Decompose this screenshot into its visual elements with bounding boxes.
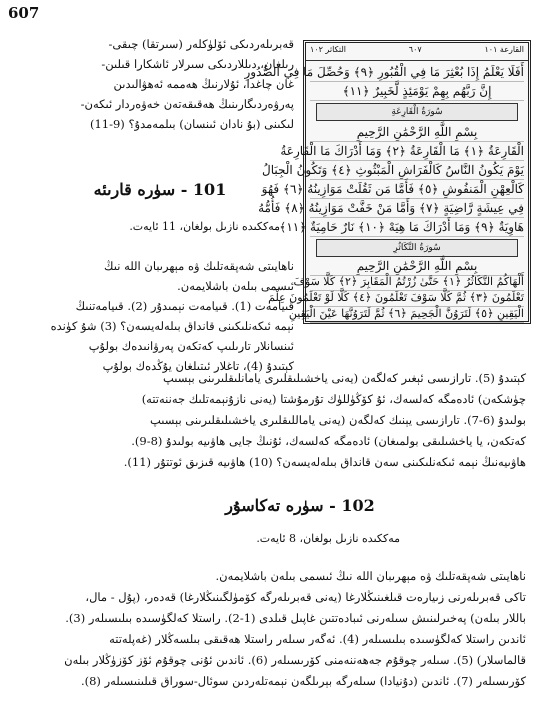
header-center: ٦٠٧ (408, 45, 422, 54)
text-line: پەرۋەردىگارىنىڭ ھەقىقەتەن خەۋەردار ئىكەن- (80, 97, 294, 111)
quran-panel-header (306, 45, 528, 61)
quran-text-panel (244, 40, 531, 324)
text-line: بولىدۇ (6-7). تارازىسى يېنىك كەلگەن (يەنى ياماللىقلىرى ياخشىلىقلىرىنى بېسىپ (149, 413, 526, 427)
text-line: كەتكەن، يا ياخشىلىقى بولمىغان) ئادەمگە كەلسەك، ئۇنىڭ جايى ھاۋىيە بولىدۇ (8-9). (131, 434, 526, 448)
surah-101-frame-title: سُورَةُ الْقَارِعَةِ (316, 103, 518, 121)
text-line: ناھايىتى شەپقەتلىك ۋە مېھرىبان اللە نىڭ (104, 259, 294, 273)
quran-line: يَوْمَ يَكُونُ النَّاسُ كَالْفَرَاشِ الْمَبْثُوثِ ﴿٤﴾ وَتَكُونُ الْجِبَالُ (310, 161, 524, 180)
text-line: قىيامەت (1). قىيامەت نېمىدۇر (2). قىيامەتنىڭ (75, 299, 294, 313)
quran-line: تَعْلَمُونَ ﴿٣﴾ ثُمَّ كَلَّا سَوْفَ تَعْلَمُونَ ﴿٤﴾ كَلَّا لَوْ تَعْلَمُونَ عِلْمَ (310, 290, 524, 307)
text-line: ئىسمى بىلەن باشلايمەن. (177, 279, 294, 293)
quran-line: الْيَقِينِ ﴿٥﴾ لَتَرَوُنَّ الْجَحِيمَ ﴿٦﴾ ثُمَّ لَتَرَوُنَّهَا عَيْنَ الْيَقِينِ (310, 306, 524, 323)
quran-line: أَفَلَا يَعْلَمُ إِذَا بُعْثِرَ مَا فِي الْقُبُورِ ﴿٩﴾ وَحُصِّلَ مَا فِي الصُّدُورِ (310, 63, 524, 82)
surah-101-subtitle: مەككىدە نازىل بولغان، 11 ئايەت. (129, 220, 280, 233)
text-line: قالماسلار) (5). سىلەر چوقۇم جەھەننەمنى كۆرىسىلەر (6). ئاندىن ئۇنى چوقۇم ئۆز كۆزۈڭلار بىلەن (64, 653, 526, 667)
text-line: نېمە ئىكەنلىكىنى قانداق بىلەلەيسەن؟ (3) شۇ كۈندە (50, 319, 294, 333)
quran-line: أَلْهَاكُمُ التَّكَاثُرُ ﴿١﴾ حَتَّىٰ زُرْتُمُ الْمَقَابِرَ ﴿٢﴾ كَلَّا سَوْفَ (310, 274, 524, 291)
surah-102-subtitle: مەككىدە نازىل بولغان، 8 ئايەت. (256, 532, 400, 545)
page-number: 607 (8, 4, 40, 22)
quran-line: كَالْعِهْنِ الْمَنفُوشِ ﴿٥﴾ فَأَمَّا مَن ثَقُلَتْ مَوَازِينُهُ ﴿٦﴾ فَهُوَ (310, 180, 524, 199)
text-line: غان چاغدا، ئۇلارنىڭ ھەممە ئەھۋالىدىن (113, 77, 294, 91)
text-line: تاكى قەبرىلەرنى زىيارەت قىلغىنىڭلارغا (يەنى قەبرىلەرگە كۆمۈلگىنىڭلارغا) قەدەر، (پۇل - مال، (85, 590, 526, 604)
header-right: القارعة ١٠١ (484, 45, 524, 54)
text-line: لىكىنى (بۇ نادان ئىنسان) بىلمەمدۇ؟ (9-11) (89, 117, 294, 131)
basmala: بِسْمِ اللَّهِ الرَّحْمَٰنِ الرَّحِيمِ (310, 123, 524, 142)
basmala: بِسْمِ اللَّهِ الرَّحْمَٰنِ الرَّحِيمِ (310, 257, 524, 276)
text-line: چۈشكەن) ئادەمگە كەلسەك، ئۇ كۆڭۈللۈك تۇرمۇشتا (يەنى نازۇنېمەتلىك جەننەتتە) (141, 392, 526, 406)
surah-102-heading: 102 - سۈرە تەكاسۇر (225, 496, 375, 515)
text-line: ناھايىتى شەپقەتلىك ۋە مېھرىبان اللە نىڭ ئىسمى بىلەن باشلايمەن. (215, 569, 526, 583)
surah-102-frame-title: سُورَةُ التَّكَاثُرِ (316, 239, 518, 257)
text-line: باللار بىلەن) پەخىرلىنىش سىلەرنى ئىبادەتتىن غاپىل قىلدى (1-2). راستلا كەلگۈسىدە بىلىسىلەر (3). (65, 611, 526, 625)
text-line: كېتىدۇ (5). تارازىسى ئېغىر كەلگەن (يەنى ياخشىلىقلىرى يامانلىقلىرىنى بېسىپ (162, 371, 526, 385)
text-line: كېتىدۇ (4)، تاغلار ئىتىلغان يۇڭدەك بولۇپ (102, 359, 294, 373)
quran-line: هَاوِيَةٌ ﴿٩﴾ وَمَا أَدْرَاكَ مَا هِيَهْ ﴿١٠﴾ نَارٌ حَامِيَةٌ ﴿١١﴾ (310, 218, 524, 237)
text-line: رىلغان، دىللاردىكى سىرلار ئاشكارا قىلىن- (101, 57, 294, 71)
quran-line: فِي عِيشَةٍ رَّاضِيَةٍ ﴿٧﴾ وَأَمَّا مَنْ خَفَّتْ مَوَازِينُهُ ﴿٨﴾ فَأُمُّهُ (310, 199, 524, 218)
text-line: قەبرىلەردىكى ئۆلۈكلەر (سىرتقا) چىقى- (108, 37, 294, 51)
surah-101-heading: 101 - سۈرە قارىئە (93, 180, 227, 199)
text-line: ھاۋىيەنىڭ نېمە ئىكەنلىكىنى سەن قانداق بىلەلەيسەن؟ (10) ھاۋىيە قىزىق ئوتتۇر (11). (123, 455, 526, 469)
text-line: ئىنسانلار تارىلىپ كەتكەن پەرۋانىدەك بولۇپ (88, 339, 294, 353)
header-left: التكاثر ١٠٢ (310, 45, 347, 54)
text-line: ئاندىن راستلا كەلگۈسىدە بىلىسىلەر (4). ئەگەر سىلەر راستلا ھەقىقى بىلسەڭلار (غەپلەتتە (109, 632, 526, 646)
quran-line: الْقَارِعَةُ ﴿١﴾ مَا الْقَارِعَةُ ﴿٢﴾ وَمَا أَدْرَاكَ مَا الْقَارِعَةُ (310, 142, 524, 161)
quran-line: إِنَّ رَبَّهُم بِهِمْ يَوْمَئِذٍ لَّخَبِيرٌ ﴿١١﴾ (310, 82, 524, 101)
text-line: كۆرىسىلەر (7). ئاندىن (دۇنيادا) سىلەرگە بېرىلگەن نېمەتلەردىن سوئال-سوراق قىلىنىسىلەر (8). (80, 674, 526, 688)
